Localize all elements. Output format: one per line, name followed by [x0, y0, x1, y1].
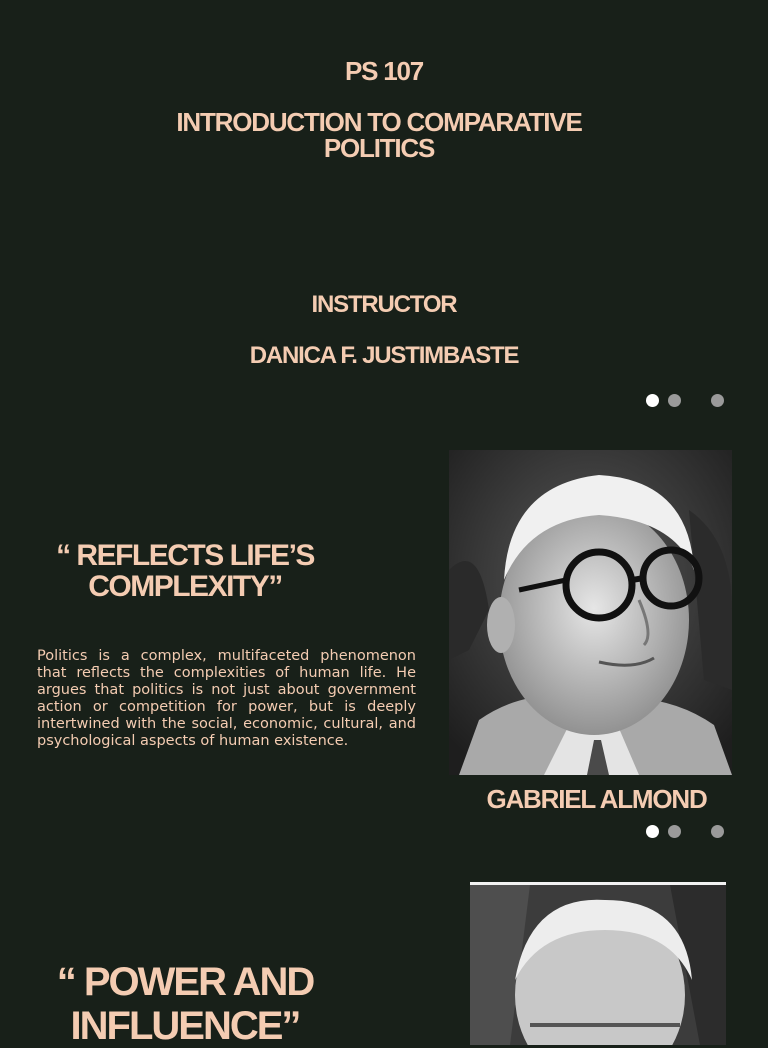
instructor-name: DANICA F. JUSTIMBASTE [249, 342, 519, 369]
section-1-body-text: Politics is a complex, multifaceted phenomenon that reflects the complexities of human life. He argues that politics is not just about government action or competition for power, but is deeply intertwined with the social, economic, cultural, and psychological aspects of human existence. [37, 648, 416, 749]
carousel-dot-3[interactable] [711, 394, 724, 407]
portrait-photo-icon [470, 885, 726, 1045]
portrait-photo-icon [449, 450, 732, 775]
carousel-dot-1[interactable] [646, 825, 659, 838]
section-2-photo [470, 882, 726, 1045]
carousel-dot-2[interactable] [668, 394, 681, 407]
carousel-dot-1[interactable] [646, 394, 659, 407]
gabriel-almond-photo [449, 450, 732, 775]
gabriel-almond-caption: GABRIEL ALMOND [486, 784, 707, 814]
course-code: PS 107 [344, 56, 424, 86]
instructor-label: INSTRUCTOR [311, 291, 457, 318]
course-title: INTRODUCTION TO COMPARATIVE POLITICS [176, 107, 582, 163]
carousel-dot-3[interactable] [711, 825, 724, 838]
carousel-dot-2[interactable] [668, 825, 681, 838]
carousel-dots-middle[interactable] [646, 825, 726, 839]
carousel-dots-top[interactable] [646, 394, 726, 408]
section-2-quote: “ POWER AND INFLUENCE” [56, 960, 314, 1048]
section-1-quote: “ REFLECTS LIFE’S COMPLEXITY” [56, 539, 314, 603]
